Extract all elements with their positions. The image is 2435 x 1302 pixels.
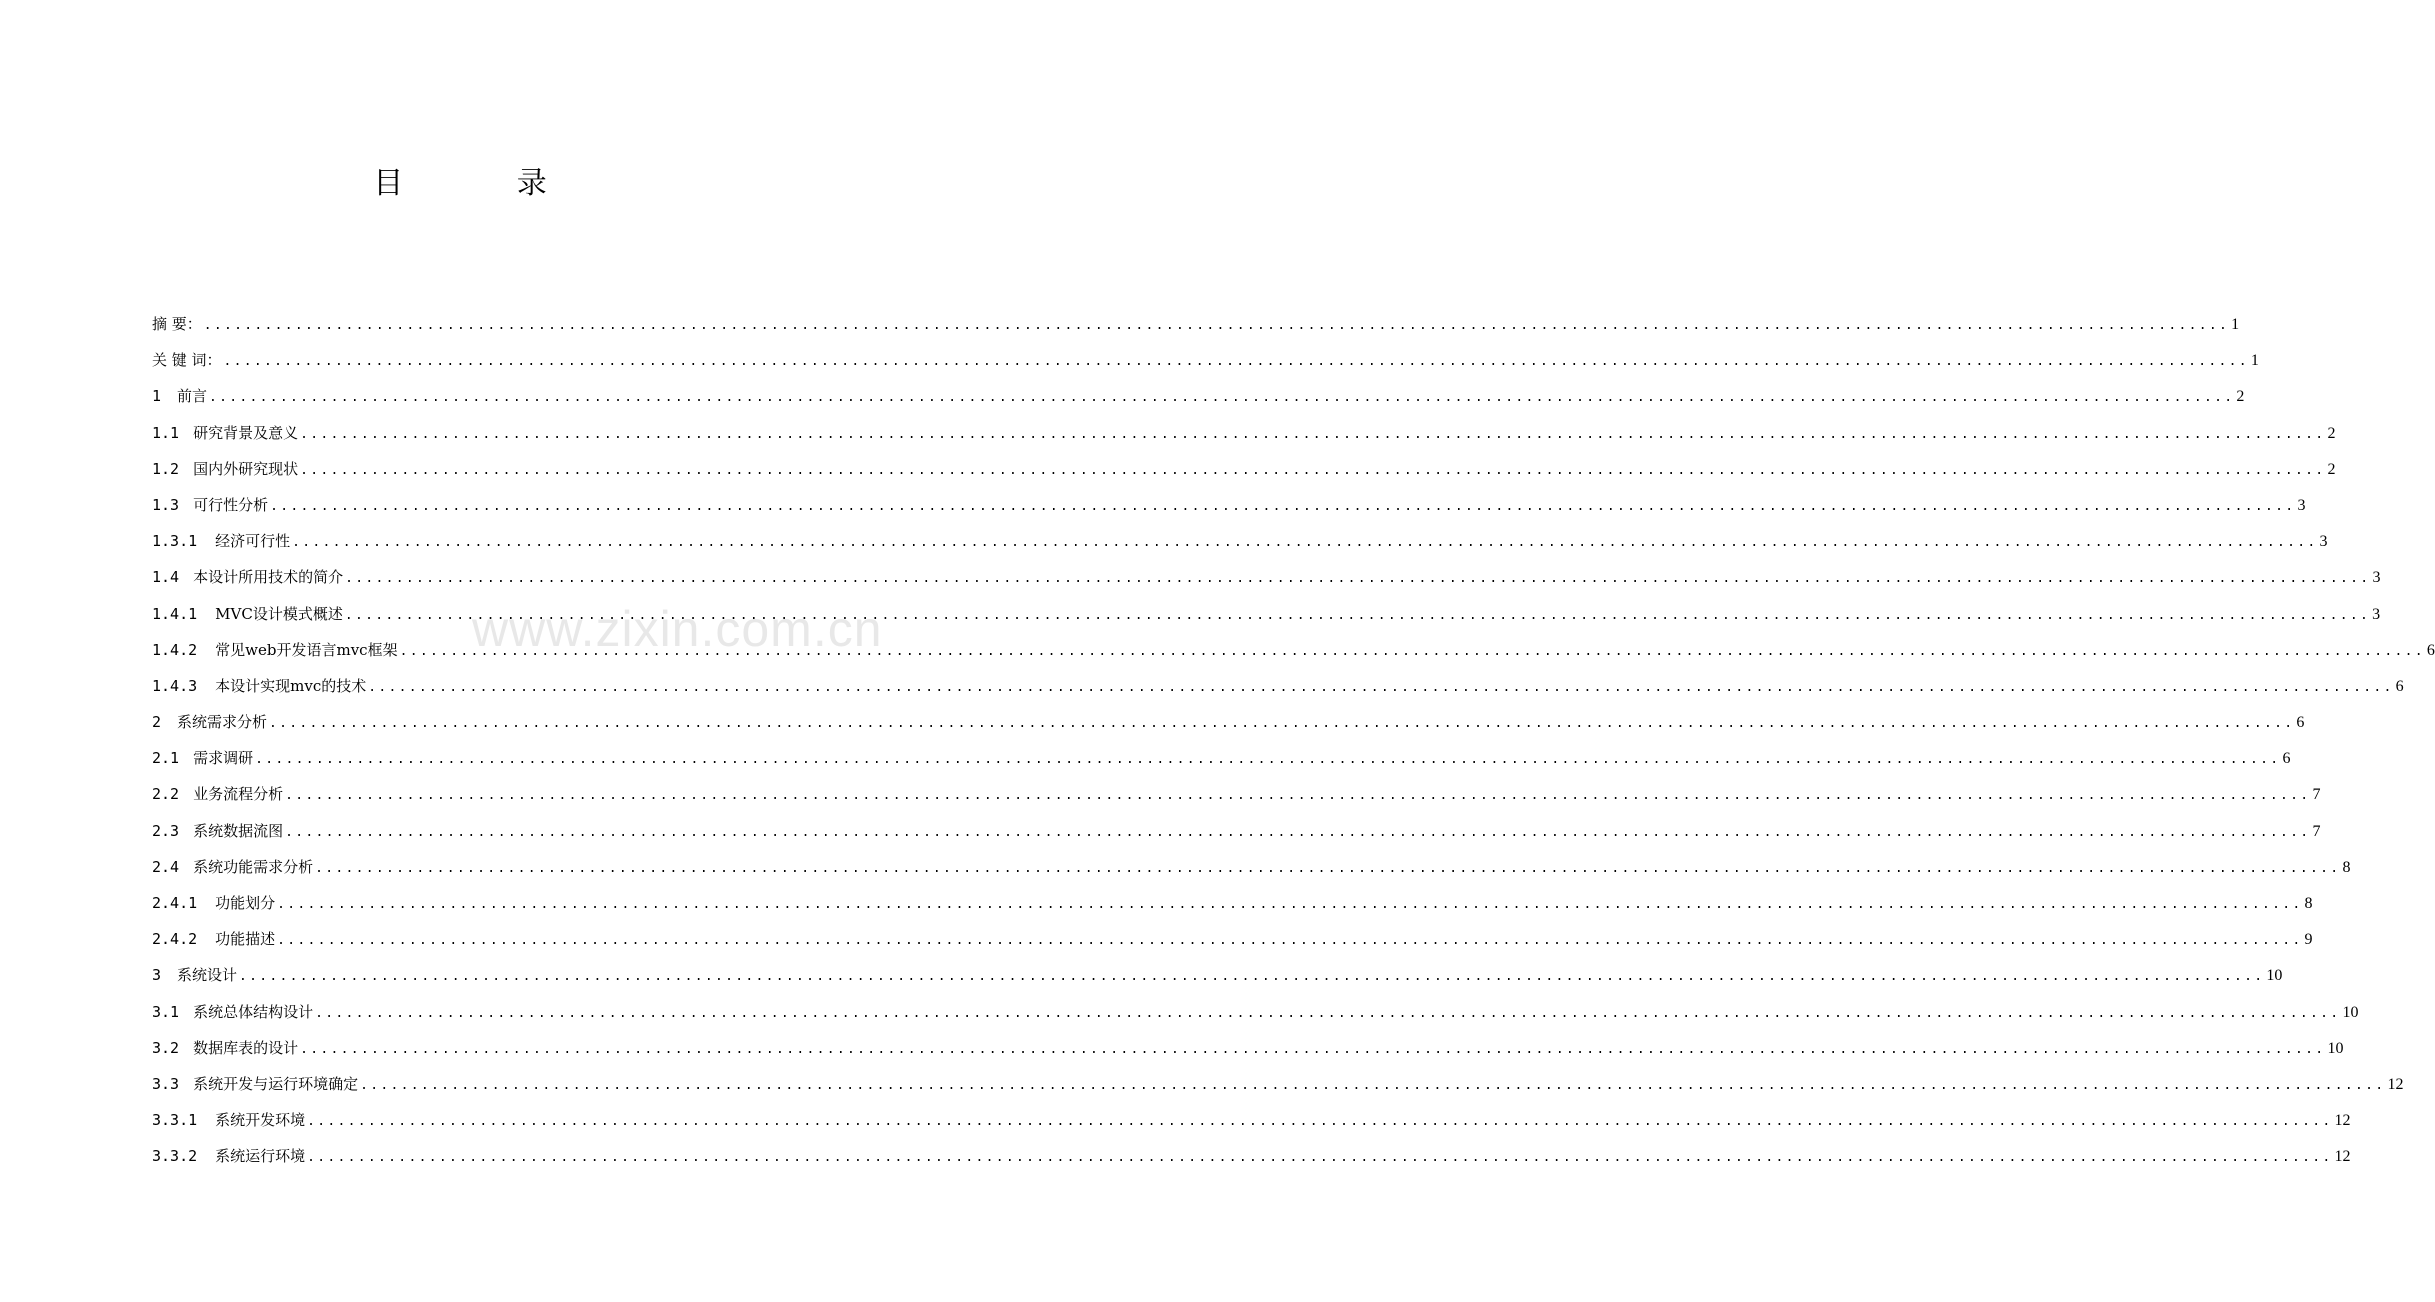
- toc-dot-leader: ........................................................................................................................................................................................................: [270, 498, 2296, 514]
- toc-entry-page: 1: [2250, 352, 2259, 370]
- toc-entry-number: 1.3: [152, 495, 180, 514]
- toc-entry-page: 12: [2387, 1075, 2404, 1093]
- toc-entry-number: 2.4.2: [152, 930, 198, 949]
- toc-entry: [152, 668, 2404, 704]
- toc-entry: [152, 704, 2305, 740]
- toc-entry-title: 需求调研: [193, 749, 254, 768]
- toc-entry: [152, 921, 2313, 957]
- toc-entry-title: MVC设计模式概述: [215, 604, 343, 623]
- toc-entry-title: 经济可行性: [215, 532, 291, 551]
- toc-dot-leader: ........................................................................................................................................................................................................: [300, 426, 2326, 442]
- toc-entry: [152, 1138, 2351, 1174]
- toc-entry: [152, 559, 2381, 595]
- toc-dot-leader: ........................................................................................................................................................................................................: [368, 679, 2394, 695]
- toc-entry-page: 2: [2327, 424, 2336, 442]
- toc-entry-page: 3: [2372, 569, 2381, 587]
- toc-entry-title: 系统功能需求分析: [193, 857, 314, 876]
- toc-entry-title: 业务流程分析: [193, 785, 284, 804]
- toc-dot-leader: ........................................................................................................................................................................................................: [300, 1041, 2326, 1057]
- toc-entry: [152, 487, 2306, 523]
- toc-entry-number: 1.2: [152, 459, 180, 478]
- toc-dot-leader: ........................................................................................................................................................................................................: [269, 716, 2295, 732]
- toc-entry-number: 1.1: [152, 423, 180, 442]
- toc-entry-title: 系统总体结构设计: [193, 1002, 314, 1021]
- toc-entry-page: 6: [2282, 750, 2291, 768]
- toc-entry-number: 2.3: [152, 821, 180, 840]
- toc-entry-page: 2: [2236, 388, 2245, 406]
- toc-dot-leader: ........................................................................................................................................................................................................: [285, 788, 2311, 804]
- toc-entry: [152, 740, 2291, 776]
- toc-dot-leader: ........................................................................................................................................................................................................: [255, 752, 2281, 768]
- toc-entry: [152, 523, 2328, 559]
- toc-entry-title: 系统开发与运行环境确定: [193, 1074, 359, 1093]
- toc-entry-page: 6: [2296, 714, 2305, 732]
- page-title: 目 录: [373, 166, 599, 201]
- toc-entry-title: 数据库表的设计: [193, 1038, 299, 1057]
- table-of-contents: [152, 306, 2435, 1175]
- toc-entry-title: 国内外研究现状: [193, 459, 299, 478]
- toc-entry-number: 3.3.1: [152, 1111, 198, 1130]
- toc-entry-title: 系统设计: [177, 966, 238, 985]
- toc-dot-leader: ........................................................................................................................................................................................................: [292, 535, 2318, 551]
- toc-entry-number: 3.3.2: [152, 1147, 198, 1166]
- toc-entry-number: 2.4.1: [152, 894, 198, 912]
- toc-entry-number: 1.4.2: [152, 640, 198, 659]
- toc-entry-page: 10: [2342, 1003, 2359, 1021]
- toc-entry-number: 1.4: [152, 568, 180, 587]
- toc-dot-leader: ........................................................................................................................................................................................................: [360, 1077, 2386, 1093]
- toc-dot-leader: ........................................................................................................................................................................................................: [344, 607, 2371, 623]
- toc-entry: [152, 342, 2259, 378]
- toc-entry-number: 2: [152, 713, 162, 732]
- toc-entry: [152, 957, 2283, 993]
- toc-entry-title: 本设计所用技术的简介: [193, 568, 344, 587]
- toc-dot-leader: ........................................................................................................................................................................................................: [209, 390, 2235, 406]
- toc-entry-title: 研究背景及意义: [193, 423, 299, 442]
- toc-dot-leader: ........................................................................................................................................................................................................: [315, 1005, 2341, 1021]
- toc-dot-leader: ........................................................................................................................................................................................................: [277, 897, 2303, 912]
- toc-entry-page: 12: [2334, 1112, 2351, 1130]
- toc-entry-page: 9: [2304, 931, 2313, 949]
- toc-entry-title: 系统需求分析: [177, 713, 268, 732]
- toc-dot-leader: ........................................................................................................................................................................................................: [285, 824, 2311, 840]
- toc-dot-leader: ........................................................................................................................................................................................................: [399, 643, 2425, 659]
- toc-dot-leader: ........................................................................................................................................................................................................: [300, 462, 2326, 478]
- toc-entry-page: 3: [2297, 496, 2306, 514]
- toc-entry: [152, 378, 2245, 414]
- toc-entry-page: 3: [2319, 533, 2328, 551]
- toc-entry: [152, 1102, 2351, 1138]
- toc-entry-number: 2.1: [152, 749, 180, 768]
- toc-entry-page: 2: [2327, 460, 2336, 478]
- toc-entry-page: 8: [2304, 895, 2313, 912]
- toc-entry-title: 可行性分析: [193, 495, 269, 514]
- toc-entry-page: 6: [2395, 677, 2404, 695]
- toc-entry-number: 3.1: [152, 1002, 180, 1021]
- toc-entry-page: 7: [2312, 786, 2321, 804]
- toc-entry-number: 2.4: [152, 857, 180, 876]
- toc-entry-title: 功能描述: [215, 930, 276, 949]
- toc-entry: [152, 849, 2351, 885]
- toc-entry: [152, 885, 2313, 921]
- toc-entry-title: 摘 要：: [152, 315, 202, 333]
- toc-entry-title: 关 键 词：: [152, 351, 222, 370]
- toc-entry-page: 12: [2334, 1148, 2351, 1166]
- toc-entry-title: 系统运行环境: [215, 1147, 306, 1166]
- toc-entry-page: 10: [2266, 967, 2283, 985]
- toc-dot-leader: ........................................................................................................................................................................................................: [239, 969, 2265, 985]
- toc-entry-number: 1.4.3: [152, 676, 198, 695]
- toc-entry: [152, 415, 2336, 451]
- toc-entry-number: 3: [152, 966, 162, 985]
- toc-entry-number: 1: [152, 387, 162, 406]
- toc-entry-number: 1.3.1: [152, 532, 198, 551]
- toc-entry-title: 本设计实现mvc的技术: [215, 676, 367, 695]
- toc-entry-title: 功能划分: [215, 894, 276, 912]
- toc-entry-page: 3: [2372, 605, 2381, 623]
- toc-entry-number: 3.3: [152, 1074, 180, 1093]
- toc-entry-page: 8: [2342, 858, 2351, 876]
- toc-entry: [152, 813, 2321, 849]
- toc-entry-title: 常见web开发语言mvc框架: [215, 640, 398, 659]
- toc-dot-leader: ........................................................................................................................................................................................................: [277, 933, 2303, 949]
- toc-entry: [152, 1066, 2404, 1102]
- toc-dot-leader: ........................................................................................................................................................................................................: [315, 860, 2341, 876]
- toc-entry-page: 7: [2312, 822, 2321, 840]
- toc-entry: [152, 776, 2321, 812]
- toc-dot-leader: ........................................................................................................................................................................................................: [345, 571, 2371, 587]
- toc-entry: [152, 994, 2359, 1030]
- toc-entry-number: 2.2: [152, 785, 180, 804]
- toc-dot-leader: ........................................................................................................................................................................................................: [307, 1114, 2333, 1130]
- toc-entry-title: 系统数据流图: [193, 821, 284, 840]
- toc-dot-leader: ........................................................................................................................................................................................................: [223, 354, 2249, 370]
- toc-entry-title: 系统开发环境: [215, 1111, 306, 1130]
- toc-entry-page: 10: [2327, 1039, 2344, 1057]
- toc-entry-number: 1.4.1: [152, 604, 198, 623]
- toc-dot-leader: ........................................................................................................................................................................................................: [307, 1150, 2333, 1166]
- toc-entry-title: 前言: [177, 387, 208, 406]
- toc-dot-leader: ........................................................................................................................................................................................................: [203, 318, 2230, 333]
- toc-entry-number: 3.2: [152, 1038, 180, 1057]
- toc-entry: [152, 306, 2240, 342]
- toc-entry-page: 1: [2231, 316, 2240, 333]
- toc-entry: [152, 451, 2336, 487]
- watermark: www.zixin.com.cn: [472, 601, 883, 657]
- toc-entry: [152, 1030, 2344, 1066]
- toc-entry-page: 6: [2426, 641, 2435, 659]
